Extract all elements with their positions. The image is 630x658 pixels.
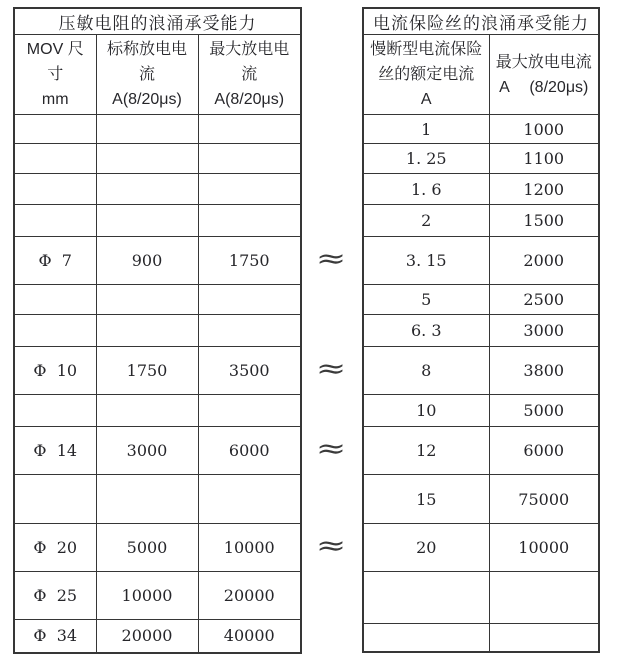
mov-table-cell [198,205,301,237]
fuse-table-cell [363,624,489,652]
fuse-table-cell: 1500 [489,205,599,237]
table-row [14,237,301,285]
fuse-table-header-cell [489,35,599,115]
table-row [14,174,301,205]
fuse-table-cell: 10000 [489,524,599,572]
fuse-table-title: 电流保险丝的浪涌承受能力 [363,8,599,35]
table-row [14,144,301,174]
mov-table-cell [14,475,96,524]
mov-table-cell [14,285,96,315]
mov-table-header-line: 最大放电电 [209,41,290,58]
table-row [363,624,599,652]
fuse-table-cell [489,572,599,624]
fuse-table-cell: 8 [363,347,489,395]
mov-table-header-cell [198,35,301,115]
mov-table-cell [96,315,198,347]
mov-table-cell [14,315,96,347]
mov-table-cell: 5000 [96,524,198,572]
approx-equal-symbol: ≈ [315,353,347,385]
mov-table-cell: Φ 25 [14,572,96,620]
mov-table-header-line: MOV 尺 [26,41,84,58]
mov-table-header-cell [96,35,198,115]
mov-table-grid [13,7,302,654]
table-row [363,205,599,237]
mov-table-header-line: 流 [138,66,155,83]
fuse-table-cell: 20 [363,524,489,572]
fuse-table-cell: 3. 15 [363,237,489,285]
mov-table-header-line: 流 [241,66,258,83]
fuse-table-cell: 1100 [489,144,599,174]
table-row [363,572,599,624]
fuse-table-cell: 1000 [489,115,599,144]
mov-table-cell: 3500 [198,347,301,395]
table-row [14,115,301,144]
mov-table-cell [96,174,198,205]
fuse-table-cell: 15 [363,475,489,524]
table-row [363,315,599,347]
mov-table-header-line: A(8/20μs) [112,91,182,108]
mov-table-cell: Φ 34 [14,620,96,653]
mov-table-header-line: mm [41,91,69,108]
mov-table-cell [198,475,301,524]
mov-table-cell [198,174,301,205]
approx-equal-symbol: ≈ [315,530,347,562]
table-row [363,237,599,285]
fuse-table-grid [362,7,600,653]
fuse-table-cell: 3000 [489,315,599,347]
fuse-table-cell: 5000 [489,395,599,427]
table-row [363,285,599,315]
table-row [363,347,599,395]
table-row [363,524,599,572]
mov-table-cell: 10000 [96,572,198,620]
mov-table-cell: 40000 [198,620,301,653]
table-row [14,572,301,620]
mov-table-cell: Φ 20 [14,524,96,572]
fuse-table-cell [363,572,489,624]
mov-table-cell [96,475,198,524]
mov-table-cell [14,144,96,174]
mov-table-header-line: 标称放电电 [106,41,187,58]
mov-table-cell [96,395,198,427]
mov-surge-table [13,7,302,654]
mov-table-cell [198,115,301,144]
fuse-table-cell: 1 [363,115,489,144]
mov-table-title: 压敏电阻的浪涌承受能力 [14,8,301,35]
fuse-table-cell: 12 [363,427,489,475]
fuse-table-header-line: 最大放电电流 [495,53,592,71]
mov-table-cell [96,115,198,144]
table-row [14,427,301,475]
table-row [14,347,301,395]
mov-table-header-line: A(8/20μs) [214,91,285,108]
mov-table-cell [198,285,301,315]
mov-table-cell: Φ 10 [14,347,96,395]
fuse-table-cell: 6. 3 [363,315,489,347]
table-row [14,205,301,237]
mov-table-cell [198,315,301,347]
mov-table-cell: 20000 [96,620,198,653]
table-row [363,475,599,524]
fuse-table-header-line: 丝的额定电流 [378,66,475,83]
table-row [14,315,301,347]
mov-table-header-cell [14,35,96,115]
table-row [14,395,301,427]
mov-table-cell: 20000 [198,572,301,620]
mov-table-cell [14,115,96,144]
table-row [363,395,599,427]
fuse-table-cell: 2000 [489,237,599,285]
fuse-table-cell: 6000 [489,427,599,475]
mov-table-cell: 1750 [198,237,301,285]
table-row [363,115,599,144]
mov-table-cell [96,285,198,315]
fuse-table-cell: 2500 [489,285,599,315]
mov-table-cell: Φ 14 [14,427,96,475]
mov-table-cell [198,144,301,174]
fuse-table-cell: 1. 6 [363,174,489,205]
table-row [14,285,301,315]
fuse-table-cell: 75000 [489,475,599,524]
mov-table-cell: 10000 [198,524,301,572]
table-row [363,174,599,205]
mov-table-cell [14,395,96,427]
mov-table-cell: Φ 7 [14,237,96,285]
fuse-table-cell [489,624,599,652]
fuse-table-cell: 1200 [489,174,599,205]
mov-table-cell [96,144,198,174]
fuse-table-header-line: 慢断型电流保险 [370,41,483,58]
fuse-table-cell: 2 [363,205,489,237]
mov-table-cell [14,174,96,205]
mov-table-header-line: 寸 [47,66,64,83]
table-row [14,620,301,653]
mov-table-cell [198,395,301,427]
table-row [363,427,599,475]
fuse-table-cell: 5 [363,285,489,315]
mov-table-cell [14,205,96,237]
fuse-table-cell: 10 [363,395,489,427]
fuse-table-header-line: A [420,91,432,108]
fuse-table-header-line: A (8/20μs) [499,78,589,96]
approx-equal-symbol: ≈ [315,243,347,275]
fuse-table-cell: 3800 [489,347,599,395]
fuse-surge-table [362,7,600,653]
mov-table-cell: 3000 [96,427,198,475]
mov-table-cell [96,205,198,237]
table-row [14,475,301,524]
fuse-table-header-cell [363,35,489,115]
mov-table-cell: 6000 [198,427,301,475]
fuse-table-cell: 1. 25 [363,144,489,174]
mov-table-cell: 900 [96,237,198,285]
table-row [363,144,599,174]
approx-equal-symbol: ≈ [315,433,347,465]
table-row [14,524,301,572]
mov-table-cell: 1750 [96,347,198,395]
